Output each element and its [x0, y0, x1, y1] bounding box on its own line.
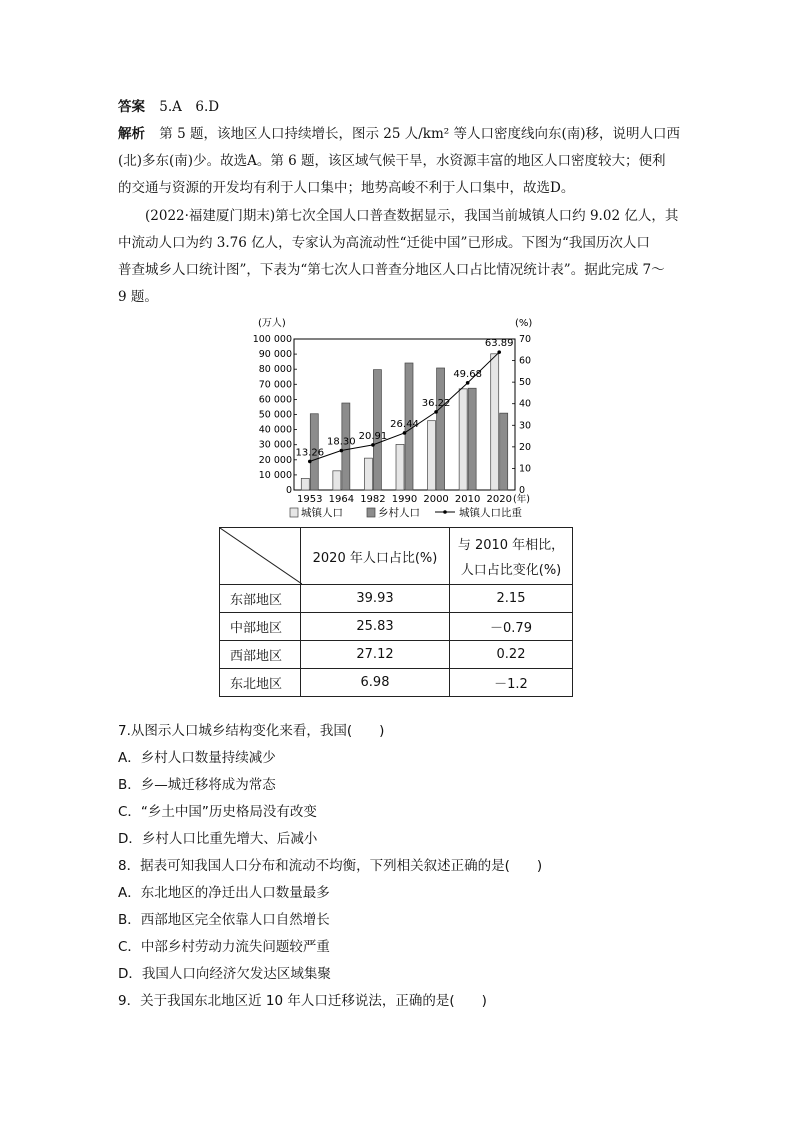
header-change-line-2: 人口占比变化(%) [460, 563, 562, 578]
question-9: 9．关于我国东北地区近 10 年人口迁移说法，正确的是( ) [118, 993, 487, 1009]
left-tick-label: 30 000 [258, 439, 292, 451]
right-tick-label: 30 [519, 420, 532, 432]
q7-option-d: D．乡村人口比重先增大、后减小 [118, 831, 318, 847]
right-tick-label: 0 [519, 485, 526, 496]
urban-ratio-label: 49.68 [453, 368, 482, 380]
region-cell: 东北地区 [220, 669, 301, 697]
q7-option-c: C．“乡土中国”历史格局没有改变 [118, 804, 317, 820]
intro-line-4: 9 题。 [118, 289, 158, 305]
x-tick-label: 1982 [360, 494, 386, 505]
urban-bar [396, 444, 404, 490]
urban-ratio-label: 13.26 [295, 447, 325, 459]
legend-ratio-point [443, 510, 447, 514]
table-header-row [220, 528, 573, 585]
question-7: 7.从图示人口城乡结构变化来看，我国( ) [118, 723, 385, 739]
left-tick-label: 80 000 [258, 364, 292, 376]
region-cell: 中部地区 [220, 613, 301, 641]
answer-label: 答案 [118, 99, 145, 115]
urban-bar [301, 478, 309, 490]
change-cell: 2.15 [450, 585, 573, 613]
urban-ratio-point [466, 381, 470, 385]
left-tick-label: 100 000 [252, 334, 292, 345]
left-tick-label: 10 000 [258, 469, 292, 481]
analysis-line-3: 的交通与资源的开发均有利于人口集中；地势高峻不利于人口集中，故选D。 [118, 180, 575, 196]
table-row [220, 585, 573, 613]
urban-bar [364, 458, 372, 490]
x-tick-label: 1990 [391, 494, 418, 505]
x-tick-label: 2020 [486, 494, 512, 505]
table-row [220, 613, 573, 641]
legend-rural-label: 乡村人口 [378, 507, 420, 519]
q8-option-a: A．东北地区的净迁出人口数量最多 [118, 885, 330, 901]
question-8: 8．据表可知我国人口分布和流动不均衡，下列相关叙述正确的是( ) [118, 858, 543, 874]
share-cell: 39.93 [301, 585, 450, 613]
answer-items: 5.A 6.D [159, 99, 220, 115]
answer-line [118, 97, 219, 117]
x-tick-label: 1964 [328, 494, 355, 505]
header-share: 2020 年人口占比(%) [301, 528, 450, 585]
table-row [220, 641, 573, 669]
q8-option-d: D．我国人口向经济欠发达区域集聚 [118, 966, 331, 982]
right-tick-label: 50 [519, 377, 532, 389]
urban-ratio-label: 26.44 [390, 418, 419, 430]
plot-frame [294, 339, 515, 490]
urban-bar [459, 389, 467, 490]
analysis-line-2: (北)多东(南)少。故选A。第 6 题，该区域气候干旱，水资源丰富的地区人口密度较大；便利 [118, 153, 666, 169]
right-tick-label: 70 [519, 334, 532, 345]
urban-ratio-label: 63.89 [484, 338, 514, 350]
q8-option-c: C．中部乡村劳动力流失问题较严重 [118, 939, 330, 955]
change-cell: －1.2 [450, 669, 573, 697]
region-cell: 东部地区 [220, 585, 301, 613]
intro-line-3: 普查城乡人口统计图”，下表为“第七次人口普查分地区人口占比情况统计表”。据此完成 7～ [118, 262, 665, 278]
urban-ratio-point [308, 460, 312, 464]
rural-bar [437, 368, 445, 490]
x-tick-label: 1953 [297, 494, 323, 505]
share-cell: 27.12 [301, 641, 450, 669]
right-tick-label: 40 [519, 398, 532, 410]
population-chart [250, 312, 560, 522]
q7-option-b: B．乡—城迁移将成为常态 [118, 777, 276, 793]
diagonal-divider [220, 528, 302, 584]
right-tick-label: 20 [519, 441, 532, 453]
share-cell: 25.83 [301, 613, 450, 641]
q7-option-a: A．乡村人口数量持续减少 [118, 750, 276, 766]
left-tick-label: 90 000 [258, 349, 292, 361]
legend-ratio-label: 城镇人口比重 [459, 507, 522, 519]
urban-ratio-label: 36.22 [421, 397, 451, 409]
analysis-line-1 [118, 124, 680, 144]
left-tick-label: 20 000 [258, 454, 292, 466]
header-change-line-1: 与 2010 年相比， [457, 538, 565, 553]
urban-bar [333, 471, 341, 490]
table-corner-cell [220, 528, 301, 585]
right-axis-unit: (%) [515, 318, 533, 329]
urban-ratio-point [434, 410, 438, 414]
region-share-table [219, 527, 573, 697]
legend-rural-swatch [367, 508, 375, 517]
left-tick-label: 70 000 [258, 379, 292, 391]
urban-ratio-point [340, 449, 344, 453]
region-cell: 西部地区 [220, 641, 301, 669]
analysis-text-1: 第 5 题，该地区人口持续增长，图示 25 人/km² 等人口密度线向东(南)移，说明人口西 [159, 126, 680, 142]
x-tick-label: 2010 [454, 494, 481, 505]
rural-bar [468, 388, 476, 490]
x-axis-unit: (年) [513, 494, 530, 505]
left-tick-label: 60 000 [258, 394, 292, 406]
urban-ratio-label: 18.30 [327, 436, 356, 448]
analysis-label: 解析 [118, 126, 145, 142]
rural-bar [373, 370, 381, 490]
left-tick-label: 0 [285, 485, 292, 496]
share-cell: 6.98 [301, 669, 450, 697]
left-tick-label: 40 000 [258, 424, 292, 436]
right-tick-label: 60 [519, 355, 532, 367]
table-row [220, 669, 573, 697]
left-axis-unit: (万人) [258, 318, 286, 329]
urban-bar [428, 421, 436, 490]
urban-bar [491, 354, 499, 490]
urban-ratio-point [497, 350, 501, 354]
right-tick-label: 10 [519, 463, 532, 475]
change-cell: 0.22 [450, 641, 573, 669]
change-cell: －0.79 [450, 613, 573, 641]
urban-ratio-point [371, 443, 375, 447]
rural-bar [500, 413, 508, 490]
x-tick-label: 2000 [423, 494, 449, 505]
left-tick-label: 50 000 [258, 409, 292, 421]
intro-line-2: 中流动人口为约 3.76 亿人，专家认为高流动性“迁徙中国”已形成。下图为“我国历次人口 [118, 235, 650, 251]
header-change [450, 528, 573, 585]
legend-urban-label: 城镇人口 [301, 507, 343, 519]
legend-urban-swatch [290, 508, 298, 517]
intro-line-1: (2022·福建厦门期末)第七次全国人口普查数据显示，我国当前城镇人口约 9.02 亿人，其 [145, 208, 679, 224]
q8-option-b: B．西部地区完全依靠人口自然增长 [118, 912, 330, 928]
urban-ratio-point [403, 431, 407, 435]
urban-ratio-label: 20.91 [358, 430, 388, 442]
